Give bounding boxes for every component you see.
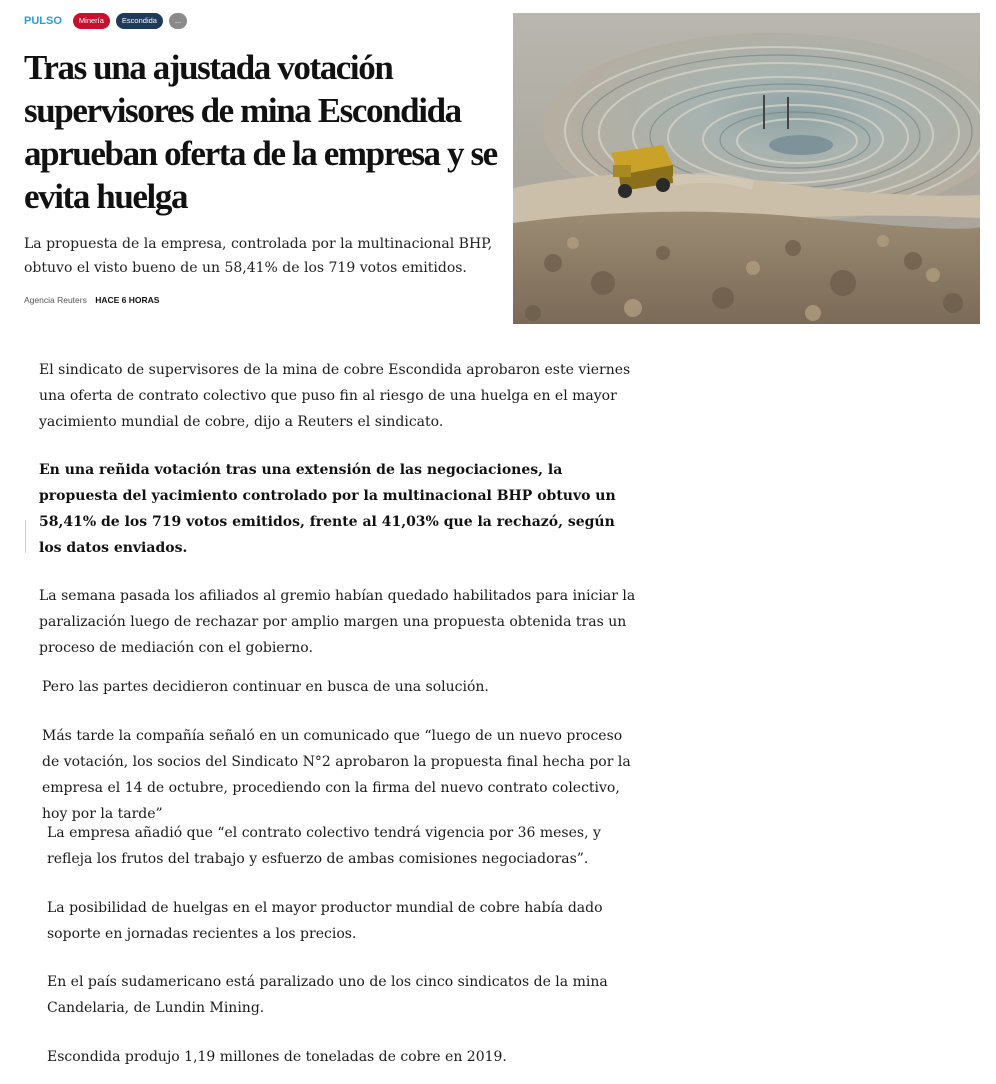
byline <box>24 295 159 305</box>
body-paragraph: El sindicato de supervisores de la mina de cobre Escondida aprobaron este viernes una oferta de contrato colectivo que puso fin al riesgo de una huelga en el mayor yacimiento mundial de cobre, dijo a Reuters el sindicato. <box>39 362 631 430</box>
author-name[interactable]: Agencia Reuters <box>24 295 87 305</box>
publish-time: HACE 6 HORAS <box>95 295 160 305</box>
body-paragraph: La empresa añadió que “el contrato colectivo tendrá vigencia por 36 meses, y refleja los frutos del trabajo y esfuerzo de ambas comisiones negociadoras”. <box>47 825 601 867</box>
body-paragraph: Más tarde la compañía señaló en un comunicado que “luego de un nuevo proceso de votación, los socios del Sindicato N°2 aprobaron la propuesta final hecha por la empresa el 14 de octubre, procediendo con la firma del nuevo contrato colectivo, hoy por la tarde” <box>42 728 631 822</box>
body-paragraph: Escondida produjo 1,19 millones de toneladas de cobre en 2019. <box>47 1049 507 1065</box>
more-tags-button[interactable]: ... <box>169 13 187 29</box>
quote-divider <box>25 520 26 553</box>
body-paragraph: La posibilidad de huelgas en el mayor productor mundial de cobre había dado soporte en jornadas recientes a los precios. <box>47 900 603 942</box>
body-paragraph: Pero las partes decidieron continuar en busca de una solución. <box>42 679 489 695</box>
mine-photo <box>513 13 980 324</box>
tag-escondida[interactable]: Escondida <box>116 13 163 29</box>
article-headline: Tras una ajustada votación supervisores de mina Escondida aprueban oferta de la empresa y se evita huelga <box>24 48 497 216</box>
tag-mineria[interactable]: Minería <box>73 13 110 29</box>
article-lede: La propuesta de la empresa, controlada por la multinacional BHP, obtuvo el visto bueno de un 58,41% de los 719 votos emitidos. <box>24 236 493 276</box>
section-link-pulso[interactable]: PULSO <box>24 15 62 27</box>
body-paragraph: En el país sudamericano está paralizado uno de los cinco sindicatos de la mina Candelaria, de Lundin Mining. <box>47 974 608 1016</box>
highlight-paragraph: En una reñida votación tras una extensión de las negociaciones, la propuesta del yacimiento controlado por la multinacional BHP obtuvo un 58,41% de los 719 votos emitidos, frente al 41,03% que la rechazó, según los datos enviados. <box>39 462 616 556</box>
tag-bar <box>24 13 193 29</box>
body-paragraph: La semana pasada los afiliados al gremio habían quedado habilitados para iniciar la paralización luego de rechazar por amplio margen una propuesta obtenida tras un proceso de mediación con el gobierno. <box>39 588 636 656</box>
